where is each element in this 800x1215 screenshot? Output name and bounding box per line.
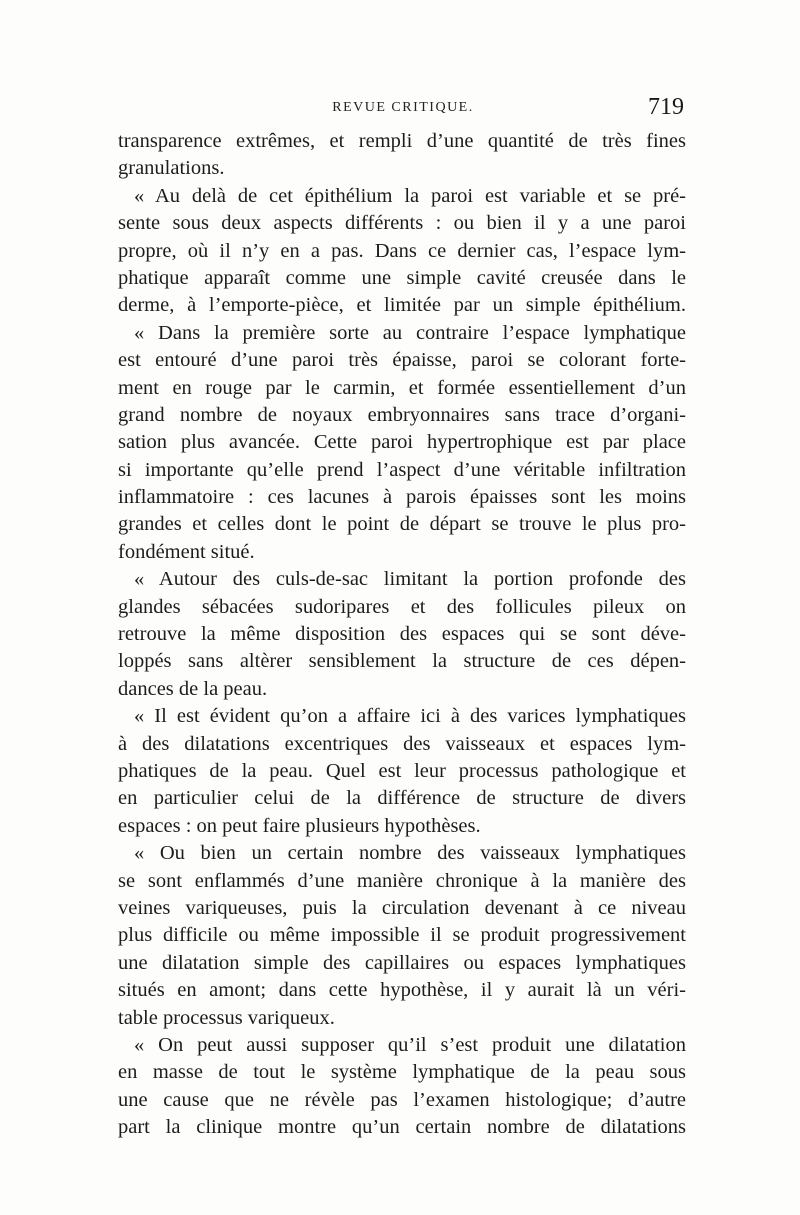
text-line: glandes sébacées sudoripares et des follicules pileux on	[118, 595, 686, 618]
text-line: « Au delà de cet épithélium la paroi est variable et se pré-	[134, 184, 686, 207]
text-line: dances de la peau.	[118, 677, 268, 700]
text-line: en masse de tout le système lymphatique de la peau sous	[118, 1061, 686, 1084]
text-line: phatique apparaît comme une simple cavité creusée dans le	[118, 266, 686, 289]
text-line: inflammatoire : ces lacunes à parois épaisses sont les moins	[118, 486, 686, 509]
running-head: REVUE CRITIQUE.	[332, 100, 474, 115]
text-line: « Autour des culs-de-sac limitant la portion profonde des	[134, 568, 686, 591]
text-line: sation plus avancée. Cette paroi hypertrophique est par place	[118, 431, 686, 454]
page-number: 719	[648, 94, 684, 120]
text-line: retrouve la même disposition des espaces qui se sont déve-	[118, 623, 686, 646]
text-line: une dilatation simple des capillaires ou espaces lymphatiques	[118, 951, 686, 974]
page-header	[118, 94, 688, 126]
text-line: si importante qu’elle prend l’aspect d’une véritable infiltration	[118, 458, 686, 481]
text-line: « On peut aussi supposer qu’il s’est produit une dilatation	[134, 1033, 686, 1056]
text-line: à des dilatations excentriques des vaisseaux et espaces lym-	[118, 732, 686, 755]
text-line: situés en amont; dans cette hypothèse, il y aurait là un véri-	[118, 979, 686, 1002]
text-line: se sont enflammés d’une manière chronique à la manière des	[118, 869, 686, 892]
text-line: phatiques de la peau. Quel est leur processus pathologique et	[118, 759, 686, 782]
text-line: « Il est évident qu’on a affaire ici à des varices lymphatiques	[134, 705, 686, 728]
text-line: fondément situé.	[118, 540, 255, 563]
text-line: propre, où il n’y en a pas. Dans ce dernier cas, l’espace lym-	[118, 239, 686, 262]
body-text	[118, 128, 686, 1141]
text-line: loppés sans altèrer sensiblement la structure de ces dépen-	[118, 650, 686, 673]
text-line: « Ou bien un certain nombre des vaisseaux lymphatiques	[134, 842, 686, 865]
text-line: table processus variqueux.	[118, 1006, 335, 1029]
text-line: espaces : on peut faire plusieurs hypothèses.	[118, 814, 481, 837]
text-line: en particulier celui de la différence de structure de divers	[118, 787, 686, 810]
text-line: veines variqueuses, puis la circulation devenant à ce niveau	[118, 896, 686, 919]
text-line: part la clinique montre qu’un certain nombre de dilatations	[118, 1116, 686, 1139]
text-line: grand nombre de noyaux embryonnaires sans trace d’organi-	[118, 403, 686, 426]
text-line: granulations.	[118, 157, 225, 180]
text-line: sente sous deux aspects différents : ou bien il y a une paroi	[118, 212, 686, 235]
text-line: plus difficile ou même impossible il se produit progressivement	[118, 924, 686, 947]
text-line: transparence extrêmes, et rempli d’une quantité de très fines	[118, 130, 686, 152]
text-line: est entouré d’une paroi très épaisse, paroi se colorant forte-	[118, 349, 686, 372]
text-line: une cause que ne révèle pas l’examen histologique; d’autre	[118, 1088, 686, 1111]
text-line: derme, à l’emporte-pièce, et limitée par un simple épithélium.	[118, 294, 686, 317]
text-line: grandes et celles dont le point de départ se trouve le plus pro-	[118, 513, 686, 536]
text-line: « Dans la première sorte au contraire l’espace lymphatique	[134, 321, 686, 344]
text-line: ment en rouge par le carmin, et formée essentiellement d’un	[118, 376, 686, 399]
